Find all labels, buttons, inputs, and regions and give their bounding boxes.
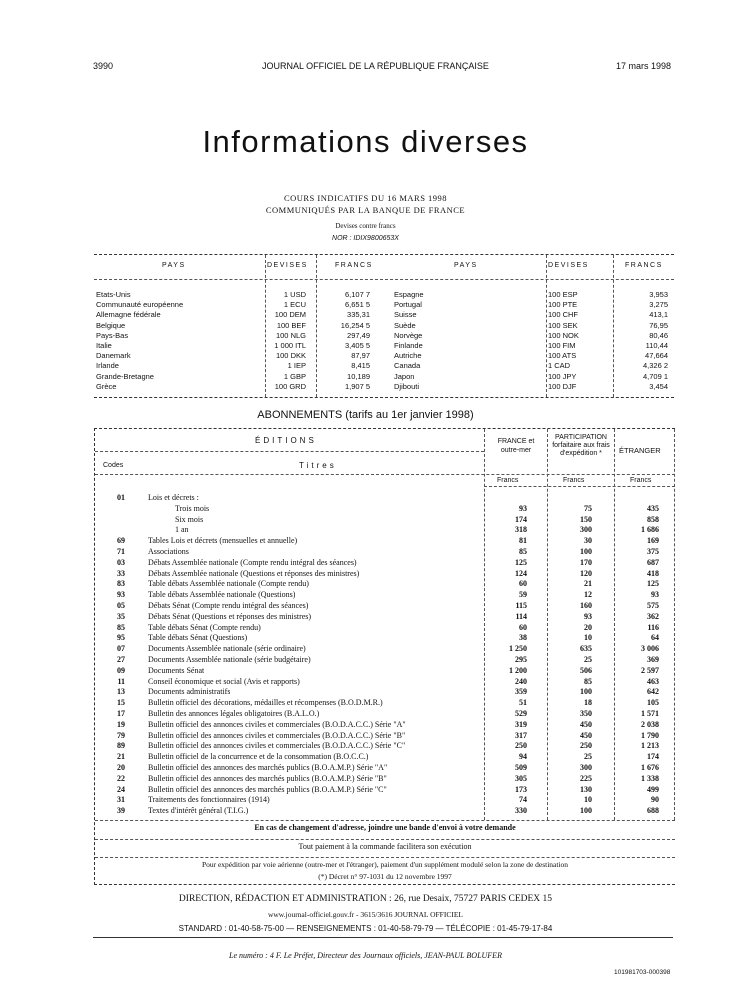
- subscription-title: Tables Lois et décrets (mensuelles et annuelle): [148, 536, 298, 546]
- rate-country: Belgique: [96, 320, 126, 330]
- subscription-code: 11: [117, 676, 125, 686]
- subscription-price-participation: 25: [584, 752, 592, 762]
- col-header-pays-right: PAYS: [454, 262, 478, 269]
- rate-currency: 100 PTE: [548, 300, 578, 310]
- rate-currency: 100 DEM: [274, 310, 306, 320]
- subscription-price-france: 1 200: [509, 665, 527, 675]
- subscription-price-etranger: 858: [647, 514, 659, 524]
- subscription-price-france: 85: [519, 547, 527, 556]
- address-change-note: En cas de changement d'adresse, joindre une bande d'envoi à votre demande: [254, 823, 516, 832]
- shipping-note: Pour expédition par voie aérienne (outre-mer et l'étranger), paiement d'un supplément modulé selon la zone de destination: [201, 860, 569, 869]
- subscription-price-france: 240: [515, 676, 527, 686]
- subscription-code: 93: [117, 590, 125, 600]
- subscription-price-participation: 10: [584, 795, 592, 805]
- rate-value: 16,254 5: [340, 320, 370, 330]
- subscription-price-participation: 12: [584, 590, 592, 600]
- payment-note: Tout paiement à la commande facilitera son exécution: [298, 842, 472, 851]
- web-address: www.journal-officiel.gouv.fr - 3615/3616 JOURNAL OFFICIEL: [267, 910, 464, 919]
- rate-value: 4,326 2: [642, 361, 668, 371]
- subscription-price-participation: 225: [580, 773, 592, 783]
- subscription-price-participation: 18: [584, 698, 592, 708]
- subscription-price-france: 174: [515, 514, 527, 524]
- subscription-price-france: 250: [515, 741, 527, 751]
- subscription-price-etranger: 435: [647, 503, 659, 513]
- rate-value: 413,1: [649, 310, 668, 320]
- subscription-price-participation: 170: [580, 557, 592, 567]
- rate-value: 87,97: [351, 351, 370, 361]
- rate-country: Suède: [394, 320, 416, 330]
- subscription-price-etranger: 499: [647, 784, 659, 794]
- subscription-price-participation: 120: [580, 568, 592, 578]
- subscription-code: 21: [117, 752, 125, 762]
- subscription-price-participation: 85: [584, 676, 592, 686]
- rate-country: Djibouti: [394, 381, 420, 391]
- subscription-price-etranger: 687: [647, 557, 659, 567]
- rate-currency: 100 DJF: [548, 381, 577, 391]
- rate-country: Espagne: [394, 290, 424, 299]
- subscription-code: 71: [117, 547, 125, 556]
- rate-country: Italie: [96, 341, 112, 350]
- rate-currency: 100 NLG: [275, 330, 306, 340]
- subscription-title: Lois et décrets :: [148, 493, 199, 502]
- rate-value: 10,189: [347, 371, 370, 381]
- subscription-price-france: 51: [519, 698, 527, 708]
- subscription-price-participation: 20: [584, 622, 592, 632]
- rate-currency: 1 GBP: [283, 371, 306, 381]
- subscription-title: Conseil économique et social (Avis et rapports): [148, 676, 300, 686]
- journal-name: JOURNAL OFFICIEL DE LA RÉPUBLIQUE FRANÇAISE: [262, 61, 489, 71]
- rate-currency: 100 DKK: [275, 351, 306, 361]
- rate-currency: 1 000 ITL: [274, 341, 306, 350]
- subscription-title: Bulletin des annonces légales obligatoires (B.A.L.O.): [148, 709, 320, 718]
- subscription-price-france: 317: [515, 730, 527, 740]
- subscription-code: 85: [117, 622, 125, 632]
- subscription-price-france: 318: [515, 525, 527, 535]
- subscription-title: Documents Sénat: [148, 665, 205, 675]
- subscription-price-etranger: 93: [651, 590, 659, 600]
- subscription-code: 13: [117, 687, 125, 697]
- subscription-title: Bulletin officiel des annonces civiles et commerciales (B.O.D.A.C.C.) Série "B": [148, 730, 406, 740]
- rate-country: Norvège: [394, 330, 423, 340]
- rate-currency: 1 IEP: [287, 361, 306, 371]
- subscription-code: 69: [117, 536, 125, 546]
- subscription-price-france: 74: [519, 795, 527, 805]
- rate-country: Japon: [394, 371, 415, 381]
- decree-note: (*) Décret n° 97-1031 du 12 novembre 1997: [318, 872, 452, 881]
- subscription-price-participation: 93: [584, 611, 592, 621]
- rate-value: 76,95: [649, 320, 668, 330]
- subscription-price-participation: 350: [580, 709, 592, 718]
- subscription-price-etranger: 90: [651, 795, 659, 805]
- subscription-price-etranger: 1 686: [641, 525, 659, 535]
- subscription-price-france: 114: [515, 611, 527, 621]
- subscription-title: Débats Sénat (Questions et réponses des ministres): [148, 611, 312, 621]
- subscription-title: Débats Assemblée nationale (Compte rendu intégral des séances): [148, 557, 357, 567]
- subscription-code: 20: [117, 763, 125, 772]
- subscription-title: Traitements des fonctionnaires (1914): [148, 795, 270, 805]
- subscription-code: 27: [117, 655, 125, 664]
- subscription-price-participation: 100: [580, 687, 592, 697]
- rate-value: 3,454: [649, 381, 668, 391]
- subscription-code: 39: [117, 806, 125, 816]
- rate-country: Grande-Bretagne: [96, 371, 154, 381]
- col-header-devises-right: DEVISES: [548, 262, 589, 269]
- issue-date: 17 mars 1998: [616, 61, 672, 71]
- subscription-code: 95: [117, 633, 125, 643]
- subscription-price-participation: 10: [584, 633, 592, 643]
- subscription-price-france: 60: [519, 579, 527, 589]
- subscription-title: Six mois: [175, 514, 204, 524]
- rate-country: Pays-Bas: [96, 330, 129, 340]
- rate-value: 6,107 7: [344, 290, 370, 299]
- subscription-price-etranger: 64: [651, 633, 659, 643]
- subscription-price-etranger: 105: [647, 698, 659, 708]
- subscription-title: Bulletin officiel de la concurrence et de la consommation (B.O.C.C.): [148, 752, 369, 762]
- unit-france: Francs: [497, 477, 519, 484]
- subscription-code: 24: [117, 784, 125, 794]
- subscription-code: 33: [117, 568, 125, 578]
- rate-currency: 1 USD: [283, 290, 306, 299]
- contact-numbers: STANDARD : 01-40-58-75-00 — RENSEIGNEMENTS : 01-40-58-79-79 — TÉLÉCOPIE : 01-45-79-17-84: [178, 924, 553, 933]
- subscription-title: Bulletin officiel des décorations, médailles et récompenses (B.O.D.M.R.): [148, 698, 383, 708]
- rate-currency: 100 ATS: [548, 351, 577, 361]
- subscription-price-etranger: 362: [647, 611, 659, 621]
- subscription-price-participation: 635: [580, 644, 592, 654]
- subscription-title: 1 an: [175, 525, 189, 535]
- subscription-price-france: 81: [519, 536, 527, 546]
- col-header-titres: Titres: [299, 461, 337, 470]
- rate-currency: 1 ECU: [283, 300, 306, 310]
- rate-country: Grèce: [96, 381, 117, 391]
- rate-country: Irlande: [96, 361, 119, 371]
- subscription-code: 31: [117, 795, 125, 805]
- nor-reference: NOR : IDIX9800653X: [332, 235, 399, 242]
- page-number: 3990: [93, 61, 114, 71]
- subscription-price-france: 1 250: [509, 644, 527, 654]
- subscription-price-etranger: 1 213: [641, 741, 659, 751]
- subscription-price-etranger: 688: [647, 806, 659, 816]
- col-header-francs: FRANCS: [335, 262, 373, 269]
- rate-value: 3,405 5: [344, 341, 370, 350]
- subscription-price-participation: 450: [580, 730, 592, 740]
- rate-value: 1,907 5: [344, 381, 370, 391]
- subscriptions-table: [94, 428, 675, 885]
- subscription-title: Débats Assemblée nationale (Questions et réponses des ministres): [148, 568, 360, 578]
- subscription-price-etranger: 169: [647, 536, 659, 546]
- rate-value: 110,44: [645, 341, 668, 350]
- rate-country: Allemagne fédérale: [96, 310, 161, 320]
- subscription-title: Textes d'intérêt général (T.I.G.): [148, 806, 249, 816]
- page-title: Informations diverses: [202, 124, 529, 159]
- subscription-price-etranger: 463: [647, 676, 659, 686]
- subscription-title: Bulletin officiel des annonces des marchés publics (B.O.A.M.P.) Série "C": [148, 784, 387, 794]
- rate-country: Autriche: [394, 351, 422, 361]
- subscription-price-france: 529: [515, 709, 527, 718]
- rate-value: 4,709 1: [642, 371, 668, 381]
- subscription-price-etranger: 375: [647, 547, 659, 556]
- subscription-code: 05: [117, 601, 125, 610]
- subscription-price-etranger: 1 338: [641, 773, 659, 783]
- subscription-price-etranger: 125: [647, 579, 659, 589]
- subscription-price-france: 330: [515, 806, 527, 816]
- rate-country: Canada: [394, 361, 421, 371]
- subscription-price-etranger: 174: [647, 752, 659, 762]
- subscription-title: Table débats Assemblée nationale (Compte rendu): [148, 579, 309, 589]
- subscription-price-etranger: 369: [647, 655, 659, 664]
- subscription-price-france: 124: [515, 568, 527, 578]
- subscription-price-etranger: 1 571: [641, 709, 659, 718]
- subscription-title: Bulletin officiel des annonces civiles et commerciales (B.O.D.A.C.C.) Série "A": [148, 719, 406, 729]
- rate-value: 3,275: [649, 300, 668, 310]
- subscription-price-participation: 100: [580, 806, 592, 816]
- rate-currency: 100 FIM: [548, 341, 576, 350]
- rate-value: 47,664: [645, 351, 668, 361]
- document-reference: 101981703-000398: [614, 969, 671, 976]
- col-header-editions: ÉDITIONS: [255, 436, 317, 445]
- subscription-price-participation: 100: [580, 547, 592, 556]
- subscription-title: Bulletin officiel des annonces des marchés publics (B.O.A.M.P.) Série "B": [148, 773, 387, 783]
- rate-currency: 100 ESP: [548, 290, 578, 299]
- direction-address: DIRECTION, RÉDACTION ET ADMINISTRATION : 26, rue Desaix, 75727 PARIS CEDEX 15: [178, 894, 553, 904]
- rate-value: 3,953: [649, 290, 668, 299]
- subscription-title: Table débats Sénat (Compte rendu): [148, 622, 261, 632]
- subscription-price-participation: 75: [584, 503, 592, 513]
- col-header-france: FRANCE et outre-mer: [497, 438, 535, 454]
- rate-country: Portugal: [394, 300, 422, 310]
- subscription-price-participation: 30: [584, 536, 592, 546]
- subscription-code: 35: [117, 611, 125, 621]
- rate-currency: 100 BEF: [276, 320, 306, 330]
- rate-country: Finlande: [394, 341, 423, 350]
- subscription-price-participation: 506: [580, 665, 592, 675]
- subscription-price-france: 359: [515, 687, 527, 697]
- col-header-devises: DEVISES: [267, 262, 308, 269]
- rate-currency: 100 NOK: [548, 330, 579, 340]
- subscription-price-france: 295: [515, 655, 527, 664]
- subscription-price-etranger: 418: [647, 568, 659, 578]
- subscription-title: Table débats Sénat (Questions): [148, 633, 248, 643]
- rate-currency: 100 JPY: [548, 371, 577, 381]
- subscription-code: 79: [117, 730, 125, 740]
- subscription-price-participation: 450: [580, 719, 592, 729]
- unit-etranger: Francs: [630, 477, 652, 484]
- subscription-price-etranger: 1 790: [641, 730, 659, 740]
- subscription-price-participation: 130: [580, 784, 592, 794]
- col-header-pays: PAYS: [162, 262, 186, 269]
- subscription-price-etranger: 2 597: [641, 665, 659, 675]
- subscription-title: Bulletin officiel des annonces civiles et commerciales (B.O.D.A.C.C.) Série "C": [148, 741, 406, 751]
- col-header-codes: Codes: [103, 462, 124, 469]
- rate-value: 335,31: [347, 310, 370, 320]
- col-header-participation: PARTICIPATION forfaitaire aux frais d'expédition *: [552, 434, 610, 457]
- col-header-francs-right: FRANCS: [625, 262, 663, 269]
- subscription-code: 19: [117, 719, 125, 729]
- subscription-code: 15: [117, 698, 125, 708]
- subscription-price-participation: 150: [580, 514, 592, 524]
- subscription-title: Bulletin officiel des annonces des marchés publics (B.O.A.M.P.) Série "A": [148, 763, 388, 772]
- subscription-code: 22: [117, 773, 125, 783]
- subscription-price-france: 125: [515, 557, 527, 567]
- subscription-price-etranger: 642: [647, 687, 659, 697]
- subscription-price-france: 115: [515, 601, 527, 610]
- rate-country: Suisse: [394, 310, 417, 320]
- subscription-price-participation: 300: [580, 525, 592, 535]
- subscription-code: 03: [117, 557, 125, 567]
- subscription-price-france: 93: [519, 503, 527, 513]
- subscription-price-etranger: 116: [647, 622, 659, 632]
- subscription-price-france: 59: [519, 590, 527, 600]
- rate-value: 6,651 5: [344, 300, 370, 310]
- subscription-code: 01: [117, 493, 125, 502]
- subscription-title: Trois mois: [175, 503, 210, 513]
- col-header-etranger: ÉTRANGER: [619, 446, 661, 455]
- subscription-title: Associations: [148, 547, 189, 556]
- price-line: Le numéro : 4 F. Le Préfet, Directeur des Journaux officiels, JEAN-PAUL BOLUFER: [229, 951, 502, 960]
- rates-notice-line2: COMMUNIQUÉS PAR LA BANQUE DE FRANCE: [265, 205, 466, 215]
- subscription-price-france: 94: [519, 752, 527, 762]
- subscription-price-france: 319: [515, 719, 527, 729]
- subscription-code: 09: [117, 665, 125, 675]
- subscription-price-etranger: 3 006: [641, 644, 659, 654]
- subscription-title: Documents Assemblée nationale (série budgétaire): [148, 655, 311, 664]
- rate-value: 8,415: [351, 361, 370, 371]
- subscription-code: 17: [117, 709, 125, 718]
- subscription-price-france: 509: [515, 763, 527, 772]
- subscription-title: Débats Sénat (Compte rendu intégral des séances): [148, 601, 309, 610]
- subscription-price-participation: 160: [580, 601, 592, 610]
- subscriptions-title: ABONNEMENTS (tarifs au 1er janvier 1998): [257, 409, 474, 421]
- rate-value: 297,49: [347, 330, 370, 340]
- rate-value: 80,46: [649, 330, 668, 340]
- rate-currency: 1 CAD: [548, 361, 571, 371]
- subscription-price-france: 173: [515, 784, 527, 794]
- subscription-price-france: 305: [515, 773, 527, 783]
- subscription-title: Documents administratifs: [148, 687, 231, 697]
- unit-participation: Francs: [563, 477, 585, 484]
- subscription-price-participation: 250: [580, 741, 592, 751]
- subscription-price-participation: 300: [580, 763, 592, 772]
- rate-country: Communauté européenne: [96, 300, 184, 310]
- subscription-code: 83: [117, 579, 125, 589]
- subscription-title: Table débats Assemblée nationale (Questions): [148, 590, 296, 600]
- footer-rule: [93, 937, 673, 938]
- rates-notice-line3: Devises contre francs: [335, 222, 396, 230]
- rate-country: Etats-Unis: [96, 290, 131, 299]
- subscription-code: 89: [117, 741, 125, 751]
- subscription-price-france: 60: [519, 622, 527, 632]
- exchange-rates-table: [94, 254, 674, 398]
- subscription-title: Documents Assemblée nationale (série ordinaire): [148, 644, 306, 654]
- subscription-price-etranger: 575: [647, 601, 659, 610]
- rates-notice-line1: COURS INDICATIFS DU 16 MARS 1998: [283, 193, 448, 203]
- rate-currency: 100 SEK: [548, 320, 578, 330]
- subscription-price-etranger: 2 038: [641, 719, 659, 729]
- subscription-price-participation: 21: [584, 579, 592, 589]
- subscription-price-france: 38: [519, 633, 527, 643]
- subscription-code: 07: [117, 644, 125, 654]
- rate-currency: 100 CHF: [548, 310, 579, 320]
- subscription-price-participation: 25: [584, 655, 592, 664]
- rate-currency: 100 GRD: [274, 381, 306, 391]
- subscription-price-etranger: 1 676: [641, 763, 659, 772]
- rate-country: Danemark: [96, 351, 131, 361]
